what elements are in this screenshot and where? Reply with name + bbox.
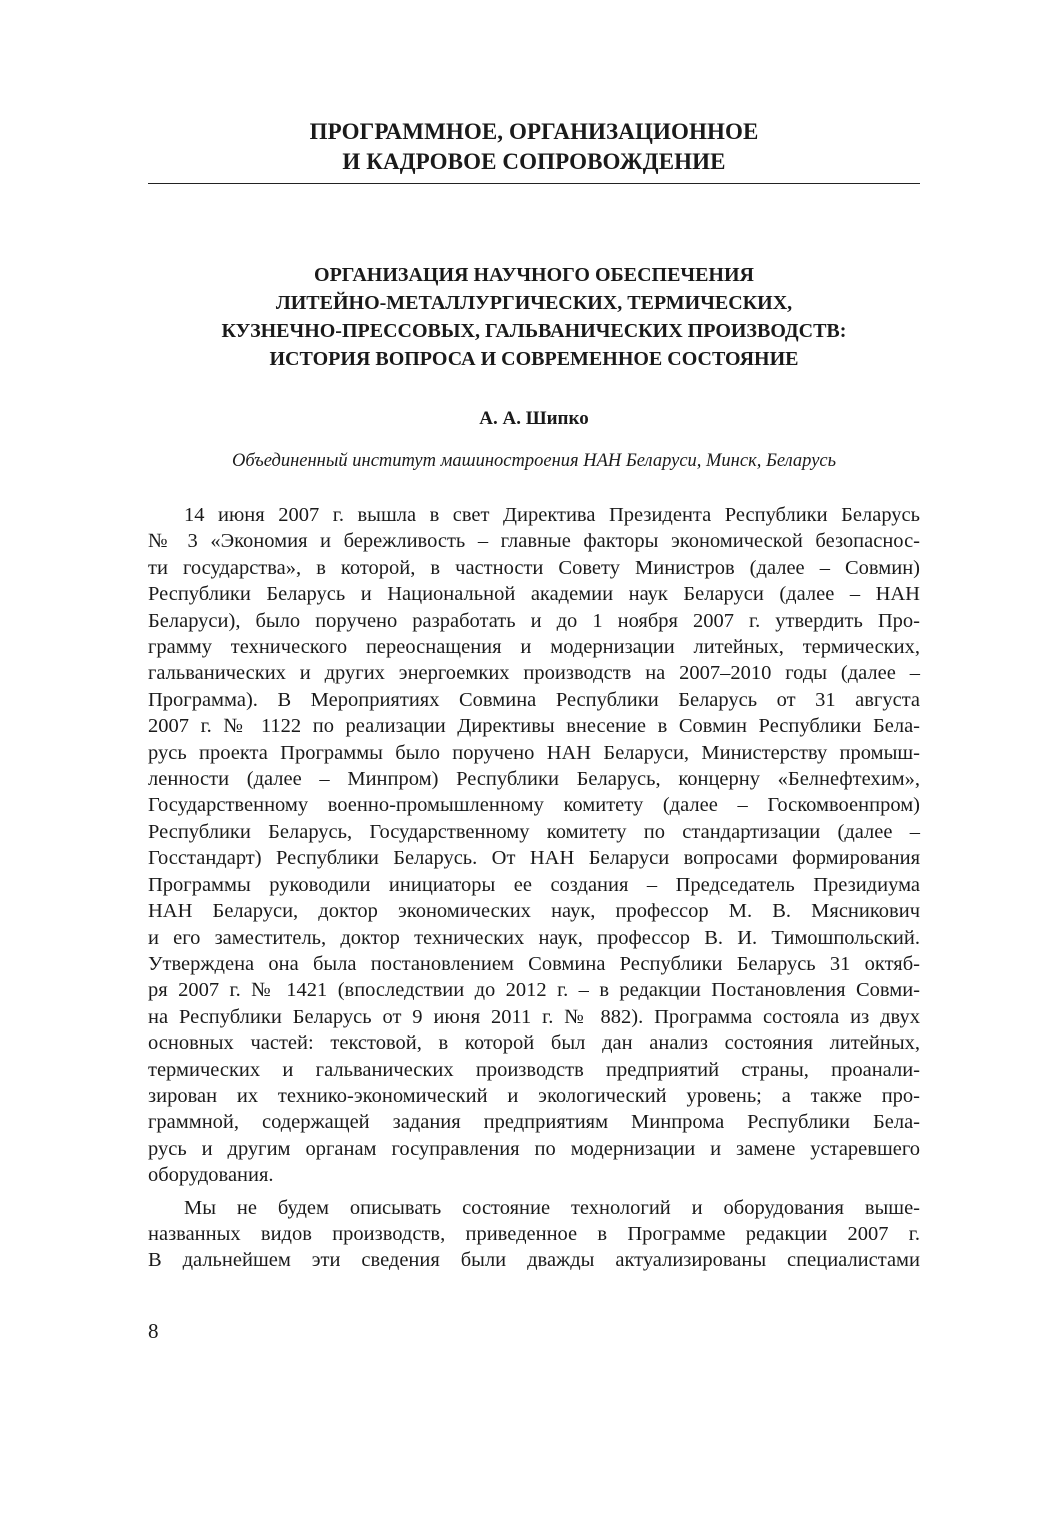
text-line: Программы руководили инициаторы ее создания – Председатель Президиума xyxy=(148,873,920,896)
article-body xyxy=(148,502,920,1274)
text-line: 14 июня 2007 г. вышла в свет Директива Президента Республики Беларусь xyxy=(184,504,920,526)
section-divider xyxy=(148,183,920,184)
article-title-line: КУЗНЕЧНО-ПРЕССОВЫХ, ГАЛЬВАНИЧЕСКИХ ПРОИЗВОДСТВ: xyxy=(221,320,847,342)
paragraph xyxy=(148,1195,920,1274)
text-line: русь и другим органам госуправления по модернизации и замене устаревшего xyxy=(148,1137,920,1160)
text-line: названных видов производств, приведенное в Программе редакции 2007 г. xyxy=(148,1222,920,1245)
paragraph xyxy=(148,502,920,1189)
text-line: гальванических и других энергоемких производств на 2007–2010 годы (далее – xyxy=(148,662,920,685)
author-affiliation: Объединенный институт машиностроения НАН Беларуси, Минск, Беларусь xyxy=(231,451,837,471)
article-title-line: ЛИТЕЙНО-МЕТАЛЛУРГИЧЕСКИХ, ТЕРМИЧЕСКИХ, xyxy=(275,292,793,314)
text-line: Государственному военно-промышленному комитету (далее – Госкомвоенпром) xyxy=(148,794,920,817)
document-page xyxy=(148,0,920,1530)
text-line: № 3 «Экономия и бережливость – главные факторы экономической безопаснос- xyxy=(148,530,920,553)
text-line: Утверждена она была постановлением Совмина Республики Беларусь 31 октяб- xyxy=(148,952,920,975)
text-line: В дальнейшем эти сведения были дважды актуализированы специалистами xyxy=(148,1249,920,1272)
text-line: 2007 г. № 1122 по реализации Директивы внесение в Совмин Республики Бела- xyxy=(148,715,920,738)
text-line: НАН Беларуси, доктор экономических наук, профессор М. В. Мясникович xyxy=(148,900,920,923)
page-number: 8 xyxy=(148,1319,159,1343)
article-title xyxy=(148,261,920,373)
text-line: Республики Беларусь, Государственному комитету по стандартизации (далее – xyxy=(148,820,920,843)
text-line: грамму технического переоснащения и модернизации литейных, термических, xyxy=(148,636,920,659)
text-line: ленности (далее – Минпром) Республики Беларусь, концерну «Белнефтехим», xyxy=(148,768,920,791)
text-line: термических и гальванических производств предприятий страны, проанали- xyxy=(148,1058,920,1081)
text-line: зирован их технико-экономический и экологический уровень; а также про- xyxy=(148,1084,920,1107)
section-title xyxy=(148,117,920,177)
text-line: и его заместитель, доктор технических наук, профессор В. И. Тимошпольский. xyxy=(148,926,920,949)
text-line: Беларуси), было поручено разработать и до 1 ноября 2007 г. утвердить Про- xyxy=(148,609,920,632)
text-line: основных частей: текстовой, в которой был дан анализ состояния литейных, xyxy=(148,1032,920,1055)
text-line: на Республики Беларусь от 9 июня 2011 г. № 882). Программа состояла из двух xyxy=(148,1005,920,1028)
text-line: Мы не будем описывать состояние технологий и оборудования выше- xyxy=(184,1196,920,1219)
text-line: Госстандарт) Республики Беларусь. От НАН Беларуси вопросами формирования xyxy=(148,847,920,870)
text-line: Республики Беларусь и Национальной академии наук Беларуси (далее – НАН xyxy=(148,583,920,606)
text-line: ти государства», в которой, в частности Совету Министров (далее – Совмин) xyxy=(148,556,920,579)
author-name: А. А. Шипко xyxy=(479,408,589,429)
section-title-line: И КАДРОВОЕ СОПРОВОЖДЕНИЕ xyxy=(342,149,726,174)
section-title-line: ПРОГРАММНОЕ, ОРГАНИЗАЦИОННОЕ xyxy=(309,119,759,144)
text-line: русь проекта Программы было поручено НАН Беларуси, Министерству промыш- xyxy=(148,741,920,764)
text-line: Программа). В Мероприятиях Совмина Республики Беларусь от 31 августа xyxy=(148,688,920,711)
text-line: оборудования. xyxy=(148,1164,274,1187)
text-line: граммной, содержащей задания предприятиям Минпрома Республики Бела- xyxy=(148,1111,920,1134)
text-line: ря 2007 г. № 1421 (впоследствии до 2012 г. – в редакции Постановления Совми- xyxy=(148,979,920,1002)
article-title-line: ИСТОРИЯ ВОПРОСА И СОВРЕМЕННОЕ СОСТОЯНИЕ xyxy=(269,348,799,370)
article-title-line: ОРГАНИЗАЦИЯ НАУЧНОГО ОБЕСПЕЧЕНИЯ xyxy=(314,264,754,286)
